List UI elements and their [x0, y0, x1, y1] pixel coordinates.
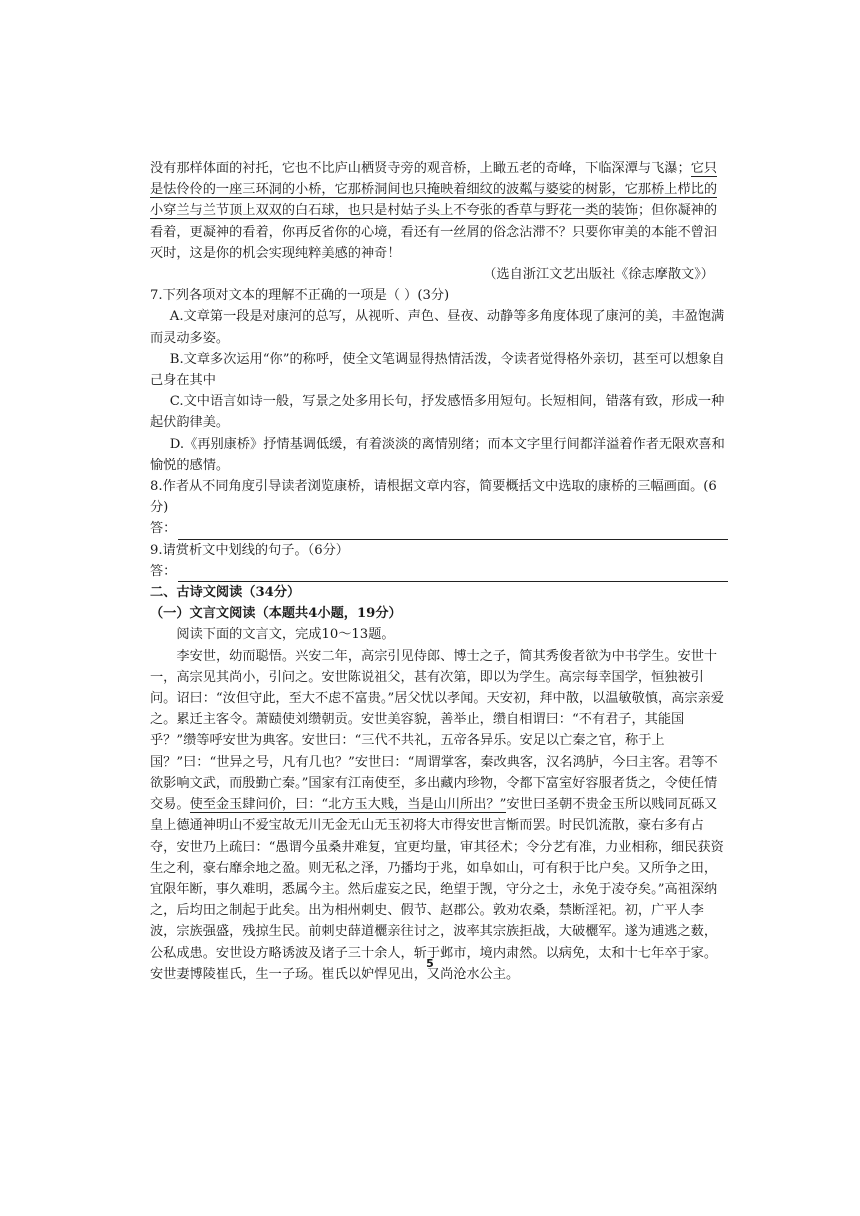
subsection-heading: （一）文言文阅读（本题共4小题，19分）: [150, 606, 402, 622]
answer-rule[interactable]: [178, 567, 728, 582]
reading-line: 没有那样体面的衬托，它也不比庐山栖贤寺旁的观音桥，上瞰五老的奇峰，下临深潭与飞瀑；: [150, 161, 691, 176]
answer-rule[interactable]: [178, 525, 728, 540]
answer-label: 答：: [150, 563, 177, 579]
answer-label: 答：: [150, 521, 177, 537]
option-b: B.文章多次运用“你”的称呼，使全文笔调显得热情活泼，令读者觉得格外亲切，甚至可以想象自己身在其中: [150, 351, 725, 389]
question-7-stem: 7.下列各项对文本的理解不正确的一项是（ ）(3分): [150, 288, 450, 304]
question-8-stem: 8.作者从不同角度引导读者浏览康桥，请根据文章内容，简要概括文中选取的康桥的三幅画面。(6分): [150, 479, 717, 516]
option-c: C.文中语言如诗一般，写景之处多用长句，抒发感悟多用短句。长短相间，错落有致，形成一种起伏韵律美。: [150, 394, 725, 431]
question-9-stem: 9.请赏析文中划线的句子。（6分）: [150, 542, 349, 558]
passage-part-b: 安世曰圣朝不贵金玉所以贱同瓦砾又皇上德通神明山不爱宝故无川无金无山无玉初将大市得安世言惭而罢。时民饥流散，豪右多有占夺，安世乃上疏曰：“愚谓今虽桑井难复，宜更均量，审其径术；令分艺有准，力业相称，细民获资生之利，豪右靡余地之盈。则无私之泽，乃播均于兆，如阜如山，可有积于比户矣。又所争之田，宜限年断，事久难明，悉属今主。然后虚妄之民，绝望于觊，守分之士，永免于凌夺矣。”高祖深纳之，后均田之制起于此矣。出为相州刺史、假节、赵郡公。敦劝农桑，禁断淫祀。初，广平人李波，宗族强盛，残掠生民。前刺史薛道欐亲往讨之，波率其宗族拒战，大破欐军。遂为逋逃之薮，公私成患。安世设方略诱波及诸子三十余人，斩于邺市，境内肃然。以病免，太和十七年卒于家。安世妻博陵崔氏，生一子玚。崔氏以妒悍见出，又尚沧水公主。: [150, 797, 724, 982]
exam-page: [150, 158, 728, 985]
option-a: A.文章第一段是对康河的总写，从视听、声色、昼夜、动静等多角度体现了康河的美，丰盈饱满而灵动多姿。: [150, 309, 725, 346]
underlined-sentence: 它只是怯伶伶的一座三环洞的小桥，它那桥洞间也只掩映着细纹的波粼与婆娑的树影，它那桥上栉比的小穿兰与兰节顶上双双的白石球，也只是村姑子头上不夸张的香草与野花一类的装饰: [150, 161, 718, 219]
underlined-sentence-2: 使至金玉肆问价，曰：“北方玉大贱，当是山川所出？”: [189, 797, 507, 813]
option-d: D.《再别康桥》抒情基调低缓，有着淡淡的离情别绪；而本文字里行间都洋溢着作者无限欢喜和愉悦的感情。: [150, 436, 725, 473]
source-citation: （选自浙江文艺出版社《徐志摩散文》）: [483, 267, 714, 283]
passage-part-a: 李安世，幼而聪悟。兴安二年，高宗引见侍郎、博士之子，简其秀俊者欲为中书学生。安世十一，高宗见其尚小，引问之。安世陈说祖父，甚有次第，即以为学生。高宗每幸国学，恒独被引问。诏曰：“汝但守此，至大不虑不富贵。”居父忧以孝闻。天安初，拜中散，以温敏敬慎，高宗亲爱之。累迁主客令。萧赜使刘缵朝贡。安世美容貌，善举止，缵自相谓曰：“不有君子，其能国乎？”缵等呼安世为典客。安世曰：“三代不共礼，五帝各异乐。安足以亡秦之官，称于上国？”曰：“世异之号，凡有几也？”安世曰：“周谓掌客，秦改典客，汉名鸿胪，今曰主客。君等不欲影响文武，而殷勤亡秦。”国家有江南使至，多出藏内珍物，令都下富室好容服者货之，令使任情交易。: [150, 648, 724, 813]
section-heading: 二、古诗文阅读（34分）: [150, 585, 301, 601]
page-number: 5: [426, 957, 434, 970]
reading-paragraph: [150, 158, 728, 264]
answer-line-9[interactable]: [150, 561, 728, 582]
classical-passage: [150, 646, 728, 985]
answer-line-8[interactable]: [150, 518, 728, 539]
instruction-text: 阅读下面的文言文，完成10～13题。: [176, 627, 395, 643]
reading-tail: ；但你凝神的看着，更凝神的看着，你再反省你的心境，看还有一丝屑的俗念沾滞不？只要你审美的本能不曾汩灭时，这是你的机会实现纯粹美感的神奇！: [150, 203, 718, 261]
